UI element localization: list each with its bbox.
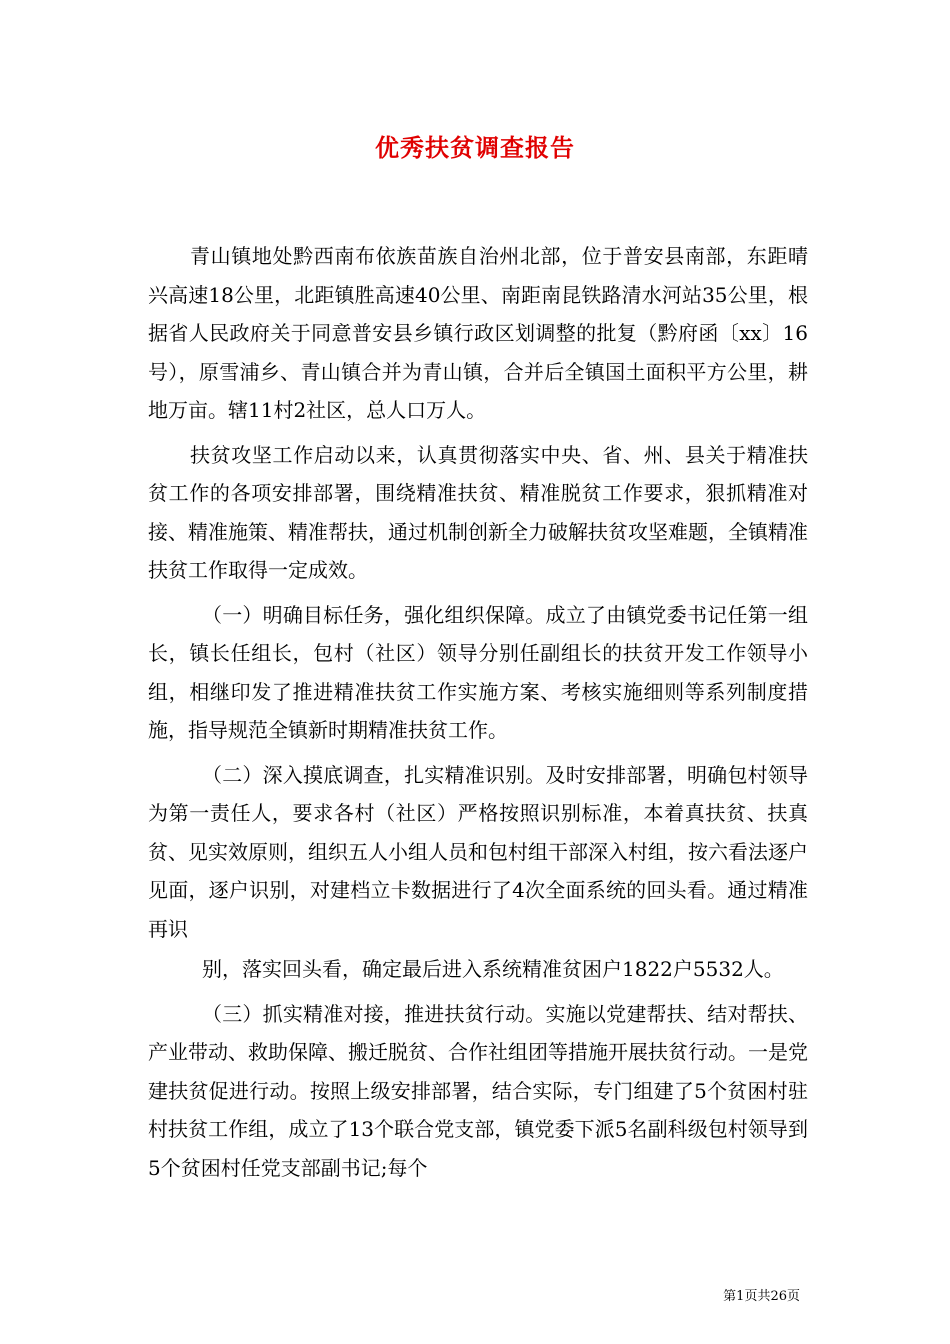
paragraph-intro: 青山镇地处黔西南布依族苗族自治州北部，位于普安县南部，东距晴兴高速18公里，北距镇胜高速40公里、南距南昆铁路清水河站35公里，根据省人民政府关于同意普安县乡镇行政区划调整的批复（黔府函〔xx〕16号），原雪浦乡、青山镇合并为青山镇，合并后全镇国土面积平方公里，耕地万亩。辖11村2社区，总人口万人。 <box>148 244 808 422</box>
paragraph-section-2-continued: 别，落实回头看，确定最后进入系统精准贫困户1822户5532人。 <box>202 957 784 981</box>
paragraph-section-1: （一）明确目标任务，强化组织保障。成立了由镇党委书记任第一组长，镇长任组长，包村（社区）领导分别任副组长的扶贫开发工作领导小组，相继印发了推进精准扶贫工作实施方案、考核实施细则等系列制度措施，指导规范全镇新时期精准扶贫工作。 <box>148 602 808 742</box>
paragraph-section-3: （三）抓实精准对接，推进扶贫行动。实施以党建帮扶、结对帮扶、产业带动、救助保障、搬迁脱贫、合作社组团等措施开展扶贫行动。一是党建扶贫促进行动。按照上级安排部署，结合实际，专门组建了5个贫困村驻村扶贫工作组，成立了13个联合党支部，镇党委下派5名副科级包村领导到5个贫困村任党支部副书记;每个 <box>148 1001 808 1180</box>
document-title: 优秀扶贫调查报告 <box>375 133 575 162</box>
paragraph-overview: 扶贫攻坚工作启动以来，认真贯彻落实中央、省、州、县关于精准扶贫工作的各项安排部署，围绕精准扶贫、精准脱贫工作要求，狠抓精准对接、精准施策、精准帮扶，通过机制创新全力破解扶贫攻坚难题，全镇精准扶贫工作取得一定成效。 <box>148 442 808 582</box>
document-body <box>148 237 808 1193</box>
paragraph-section-2: （二）深入摸底调查，扎实精准识别。及时安排部署，明确包村领导为第一责任人，要求各村（社区）严格按照识别标准，本着真扶贫、扶真贫、见实效原则，组织五人小组人员和包村组干部深入村组，按六看法逐户见面，逐户识别，对建档立卡数据进行了4次全面系统的回头看。通过精准再识 <box>148 762 808 941</box>
page-number-footer: 第1页共26页 <box>723 1289 800 1304</box>
